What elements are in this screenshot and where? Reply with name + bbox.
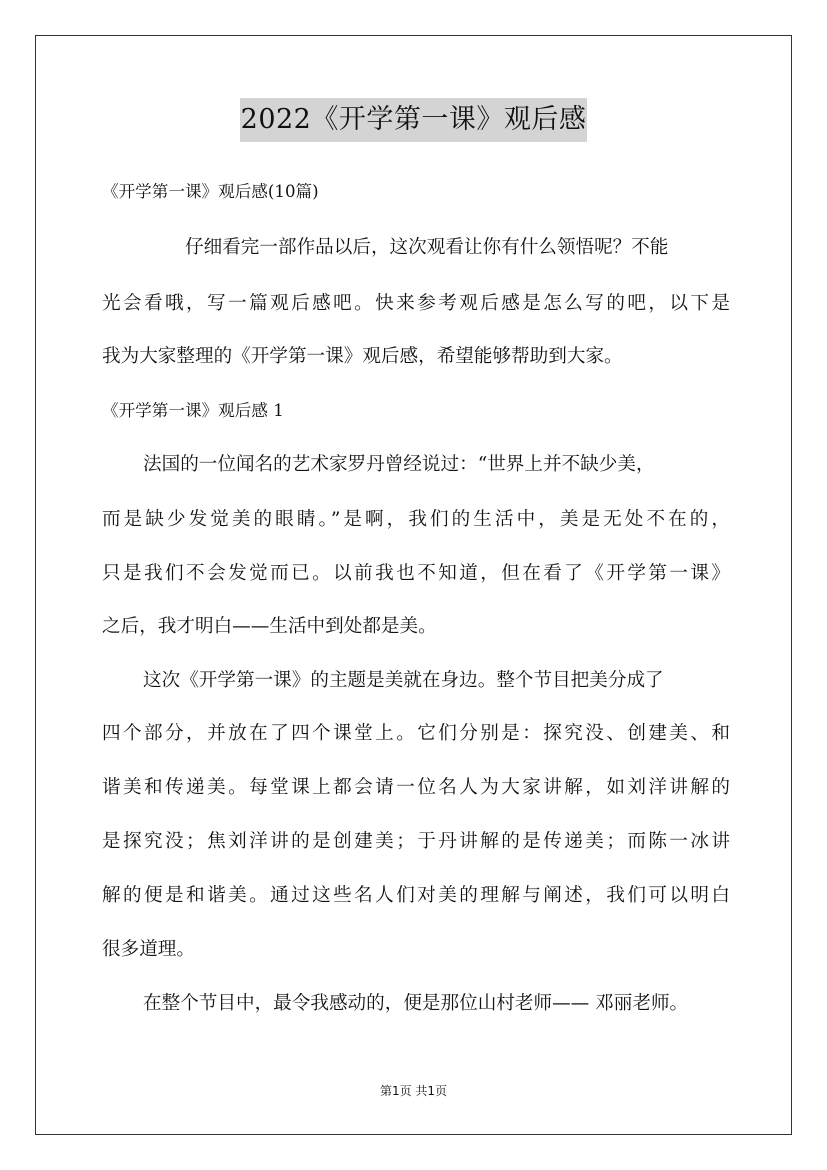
paragraph-line: 谐美和传递美。每堂课上都会请一位名人为大家讲解，如刘洋讲解的 bbox=[102, 777, 730, 798]
intro-line: 仔细看完一部作品以后，这次观看让你有什么领悟呢？不能 bbox=[185, 237, 669, 258]
paragraph-line: 在整个节目中，最令我感动的，便是那位山村老师—— 邓丽老师。 bbox=[143, 993, 689, 1014]
paragraph-line: 只是我们不会发觉而已。以前我也不知道，但在看了《开学第一课》 bbox=[102, 563, 730, 584]
paragraph-line: 是探究没；焦刘洋讲的是创建美；于丹讲解的是传递美；而陈一冰讲 bbox=[102, 831, 730, 852]
section-heading: 《开学第一课》观后感 1 bbox=[102, 401, 284, 420]
subtitle: 《开学第一课》观后感(10篇) bbox=[102, 182, 319, 201]
intro-line: 光会看哦，写一篇观后感吧。快来参考观后感是怎么写的吧，以下是 bbox=[102, 293, 730, 314]
paragraph-line: 而是缺少发觉美的眼睛。”是啊，我们的生活中，美是无处不在的， bbox=[102, 509, 730, 530]
page-number-footer: 第1页 共1页 bbox=[379, 1084, 448, 1098]
title-area bbox=[0, 98, 827, 142]
paragraph-line: 之后，我才明白——生活中到处都是美。 bbox=[102, 616, 437, 637]
paragraph-line: 很多道理。 bbox=[102, 939, 195, 960]
paragraph-line: 法国的一位闻名的艺术家罗丹曾经说过：“世界上并不缺少美， bbox=[143, 454, 655, 475]
document-title: 2022《开学第一课》观后感 bbox=[240, 98, 588, 142]
paragraph-line: 这次《开学第一课》的主题是美就在身边。整个节目把美分成了 bbox=[143, 670, 664, 691]
intro-line: 我为大家整理的《开学第一课》观后感，希望能够帮助到大家。 bbox=[102, 346, 623, 367]
paragraph-line: 四个部分，并放在了四个课堂上。它们分别是：探究没、创建美、和 bbox=[102, 723, 730, 744]
paragraph-line: 解的便是和谐美。通过这些名人们对美的理解与阐述，我们可以明白 bbox=[102, 885, 730, 906]
